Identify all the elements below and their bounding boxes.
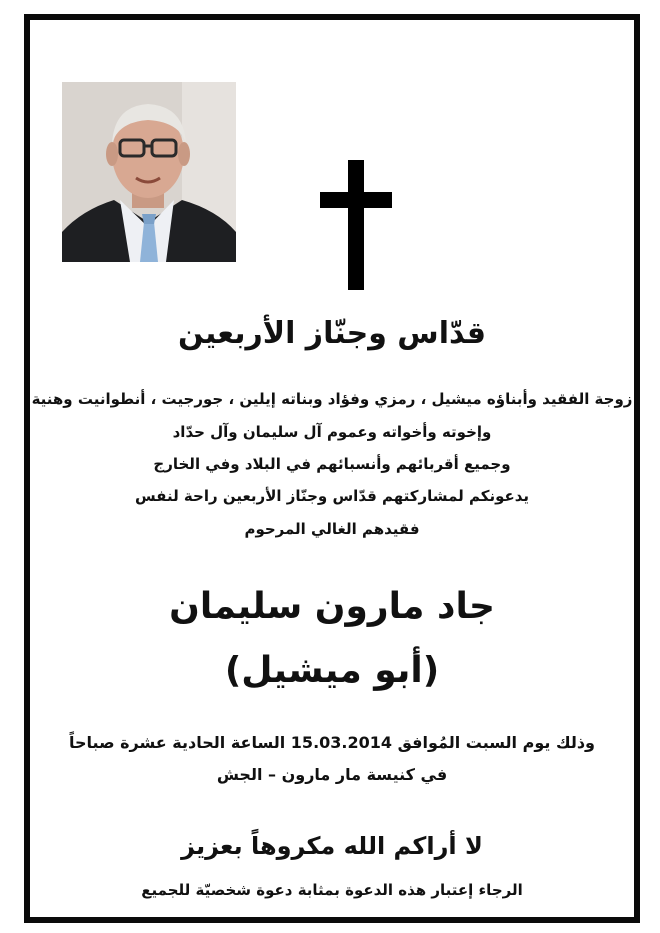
family-line-4: يدعونكم لمشاركتهم قدّاس وجنّاز الأربعين راحة لنفس xyxy=(134,487,530,505)
deceased-nickname: (أبو ميشيل) xyxy=(224,650,440,691)
family-line-5: فقيدهم الغالي المرحوم xyxy=(244,520,420,538)
announcement-title: قدّاس وجنّاز الأربعين xyxy=(178,316,486,351)
service-location: في كنيسة مار مارون – الجش xyxy=(216,765,448,784)
cross-icon xyxy=(320,160,392,290)
invitation-note: الرجاء إعتبار هذه الدعوة بمثابة دعوة شخصيّة للجميع xyxy=(141,881,523,899)
portrait-photo xyxy=(62,82,236,262)
announcement-frame xyxy=(24,14,640,923)
family-line-2: وإخوته وأخواته وعموم آل سليمان وآل حدّاد xyxy=(172,423,492,441)
family-line-1: زوجة الفقيد وأبناؤه ميشيل ، رمزي وفؤاد وبناته إيلين ، جورجيت ، أنطوانيت وهنية xyxy=(31,390,633,408)
portrait-illustration xyxy=(62,82,236,262)
family-line-3: وجميع أقربائهم وأنسبائهم في البلاد وفي الخارج xyxy=(153,455,511,473)
deceased-name: جاد مارون سليمان xyxy=(169,586,495,627)
service-date: وذلك يوم السبت المُوافق 15.03.2014 الساعة الحادية عشرة صباحاً xyxy=(69,733,595,752)
condolence-phrase: لا أراكم الله مكروهاً بعزيز xyxy=(181,832,483,860)
